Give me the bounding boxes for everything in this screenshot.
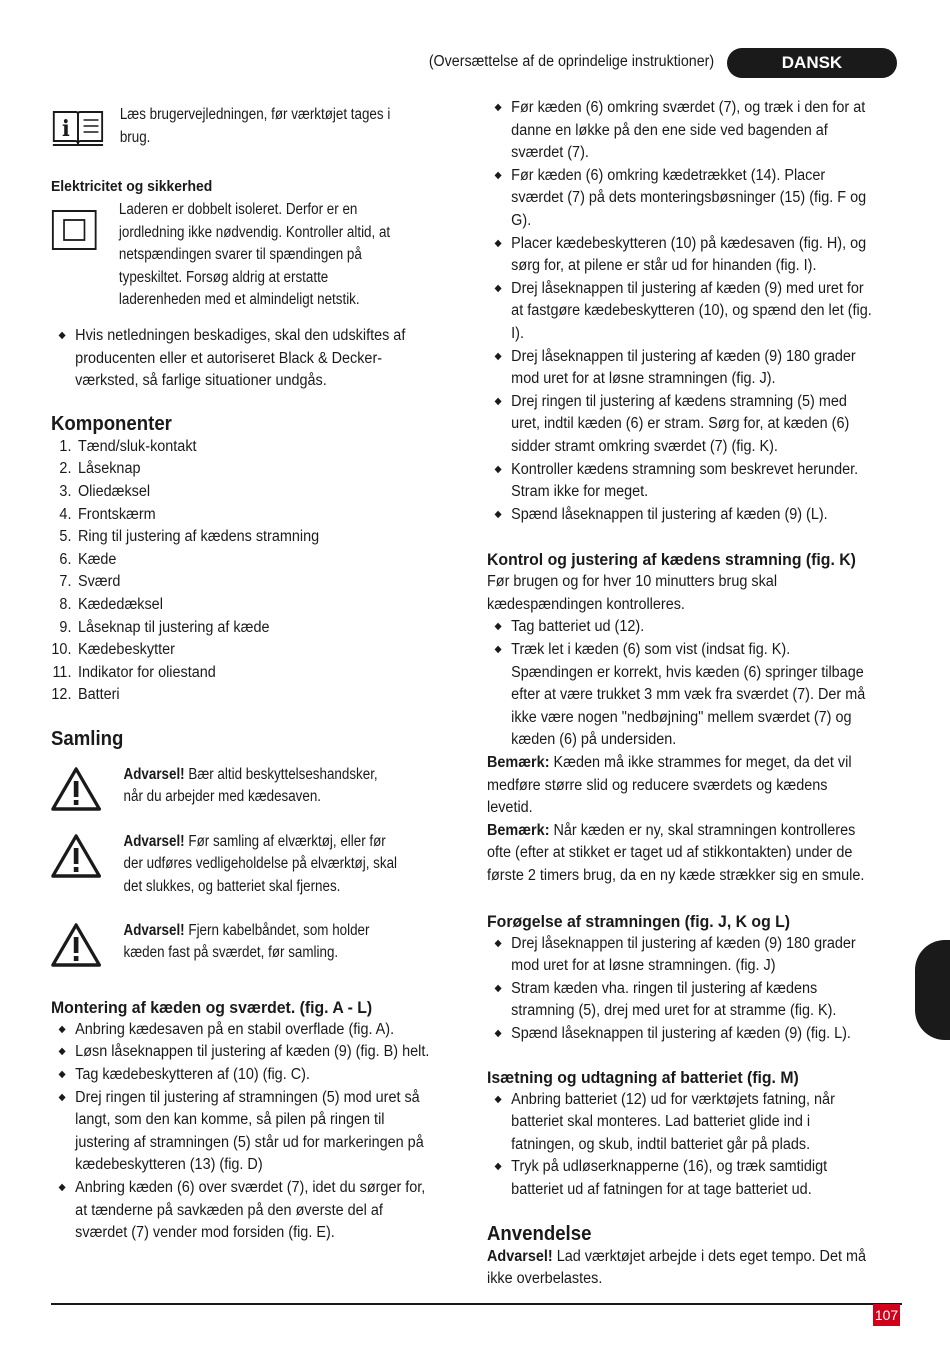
list-item: ◆ Spænd låseknappen til justering af kæden (9) (fig. L). (487, 1023, 873, 1046)
warning-text: Advarsel! Fjern kabelbåndet, som holder kæden fast på sværdet, før samling. (123, 921, 370, 962)
language-badge (727, 48, 897, 78)
list-item: ◆ Drej låseknappen til justering af kæden (9) 180 grader mod uret for at løsne stramningen (fig. J). (487, 346, 873, 391)
svg-text:i: i (61, 116, 70, 143)
language-label: DANSK (781, 53, 843, 72)
list-item: ◆ Før kæden (6) omkring sværdet (7), og træk i den for at danne en løkke på den ene side ved bagenden af sværdet (7). (487, 97, 873, 165)
cord-bullet-list (51, 325, 463, 393)
note-paragraph: Bemærk: Kæden må ikke strammes for meget, da det vil medføre større slid og reducere sværdets og kædens levetid. (487, 754, 852, 817)
check-steps-list (487, 616, 902, 752)
assembly-heading: Samling (51, 727, 124, 750)
component-item: 8. Kædedæksel (59, 595, 163, 613)
component-item: 5. Ring til justering af kædens stramning (59, 528, 320, 546)
components-list (51, 436, 463, 707)
component-item: 4. Frontskærm (59, 505, 156, 523)
list-item: ◆ Drej ringen til justering af stramningen (5) mod uret så langt, som den kan komme, så pilen på ringen til justering af stramningen (5) står ud for markeringen på kædebeskytteren (13) (fig. D) (51, 1087, 434, 1177)
read-manual-row (51, 104, 434, 164)
warning-row (51, 920, 434, 975)
battery-steps-list (487, 1089, 902, 1202)
component-item: 7. Sværd (59, 573, 121, 591)
list-item: ◆ Anbring batteriet (12) ud for værktøjets fatning, når batteriet skal monteres. Lad batteriet glide ind i fatningen, og skub, indtil batteriet går på plads. (487, 1089, 873, 1157)
list-item: ◆ Anbring kædesaven på en stabil overflade (fig. A). (51, 1019, 434, 1042)
warning-triangle-icon (51, 831, 124, 908)
use-heading: Anvendelse (487, 1222, 592, 1245)
battery-heading: Isætning og udtagning af batteriet (fig. M) (487, 1067, 799, 1087)
list-item: ◆ Kontroller kædens stramning som beskrevet herunder. Stram ikke for meget. (487, 459, 873, 504)
warning-row (51, 764, 434, 819)
section-tab (915, 940, 950, 1040)
list-item: ◆ Drej låseknappen til justering af kæden (9) med uret for at fastgøre kædebeskytteren (10), og spænd den let (fig. I). (487, 278, 873, 346)
component-item: 2. Låseknap (59, 460, 141, 478)
list-item: ◆ Drej låseknappen til justering af kæden (9) 180 grader mod uret for at løsne stramningen. (fig. J) (487, 933, 873, 978)
warning-row (51, 831, 434, 908)
list-item: ◆ Hvis netledningen beskadiges, skal den udskiftes af producenten eller et autoriseret Black & Decker-værksted, så farlige situationer undgås. (51, 325, 434, 393)
note-paragraph: Bemærk: Når kæden er ny, skal stramningen kontrolleres ofte (efter at stikket er taget ud af stikkontakten) under de første 2 timers brug, da en ny kæde strækker sig en smule. (487, 821, 865, 884)
list-item: ◆ Tag kædebeskytteren af (10) (fig. C). (51, 1064, 434, 1087)
component-item: 11. Indikator for oliestand (52, 663, 216, 681)
use-warning-text: Advarsel! Lad værktøjet arbejde i dets eget tempo. Det må ikke overbelastes. (487, 1247, 867, 1288)
right-column (487, 97, 902, 1291)
list-item: ◆ Træk let i kæden (6) som vist (indsat fig. K). Spændingen er korrekt, hvis kæden (6) springer tilbage efter at være trukket 3 mm væk fra sværdet (7). Der må ikke være nogen "nedbøjning" mellem sværdet (7) og kæden (6) på undersiden. (487, 639, 873, 752)
mount-steps-list (51, 1019, 463, 1245)
component-item: 10. Kædebeskytter (51, 641, 175, 659)
list-item: ◆ Placer kædebeskytteren (10) på kædesaven (fig. H), og sørg for, at pilene er står ud for hinanden (fig. I). (487, 233, 873, 278)
mount-heading: Montering af kæden og sværdet. (fig. A - L) (51, 997, 373, 1017)
warning-triangle-icon (51, 764, 124, 819)
list-item: ◆ Tryk på udløserknapperne (16), og træk samtidigt batteriet ud af fatningen for at tage batteriet ud. (487, 1156, 873, 1201)
components-heading: Komponenter (51, 412, 172, 435)
mount-steps-continued (487, 97, 902, 526)
check-intro: Før brugen og for hver 10 minutters brug skal kædespændingen kontrolleres. (487, 573, 778, 613)
warning-text: Advarsel! Før samling af elværktøj, eller før der udføres vedligeholdelse på elværktøj, skal det slukkes, og batteriet skal fjernes. (123, 832, 398, 896)
warning-triangle-icon (51, 920, 124, 975)
translation-note: (Oversættelse af de oprindelige instruktioner) (428, 53, 714, 70)
page-number: 107 (873, 1304, 900, 1326)
footer-rule (51, 1303, 902, 1305)
list-item: ◆ Tag batteriet ud (12). (487, 616, 873, 639)
increase-steps-list (487, 933, 902, 1046)
read-manual-text: Læs brugervejledningen, før værktøjet tages i brug. (119, 106, 391, 146)
double-insulation-row (51, 199, 434, 312)
check-heading: Kontrol og justering af kædens stramning (fig. K) (487, 550, 856, 570)
component-item: 3. Oliedæksel (59, 482, 151, 500)
list-item: ◆ Anbring kæden (6) over sværdet (7), idet du sørger for, at tænderne på savkæden på den øverste del af sværdet (7) vender mod forsiden (fig. E). (51, 1177, 434, 1245)
electricity-heading: Elektricitet og sikkerhed (51, 178, 213, 195)
left-column (51, 104, 463, 1245)
list-item: ◆ Stram kæden vha. ringen til justering af kædens stramning (5), drej med uret for at stramme (fig. K). (487, 978, 873, 1023)
component-item: 1. Tænd/sluk-kontakt (59, 437, 197, 455)
double-insulation-icon (51, 199, 119, 259)
warning-text: Advarsel! Bær altid beskyttelseshandsker, når du arbejder med kædesaven. (123, 765, 378, 806)
list-item: ◆ Løsn låseknappen til justering af kæden (9) (fig. B) helt. (51, 1041, 434, 1064)
double-insulation-text: Laderen er dobbelt isoleret. Derfor er en jordledning ikke nødvendig. Kontroller altid, at netspændingen svarer til spændingen på typeskiltet. Forsøg aldrig at erstatte laderenheden med et almindeligt netstik. (118, 201, 391, 309)
component-item: 6. Kæde (59, 550, 117, 568)
list-item: ◆ Spænd låseknappen til justering af kæden (9) (L). (487, 504, 873, 527)
list-item: ◆ Drej ringen til justering af kædens stramning (5) med uret, indtil kæden (6) er stram. Sørg for, at kæden (6) sidder stramt omkring sværdet (7) (fig. K). (487, 391, 873, 459)
component-item: 12. Batteri (51, 686, 120, 704)
manual-book-icon (51, 104, 120, 156)
component-item: 9. Låseknap til justering af kæde (59, 618, 270, 636)
increase-heading: Forøgelse af stramningen (fig. J, K og L) (487, 911, 791, 931)
list-item: ◆ Før kæden (6) omkring kædetrækket (14). Placer sværdet (7) på dets monteringsbøsninger (15) (fig. F og G). (487, 165, 873, 233)
